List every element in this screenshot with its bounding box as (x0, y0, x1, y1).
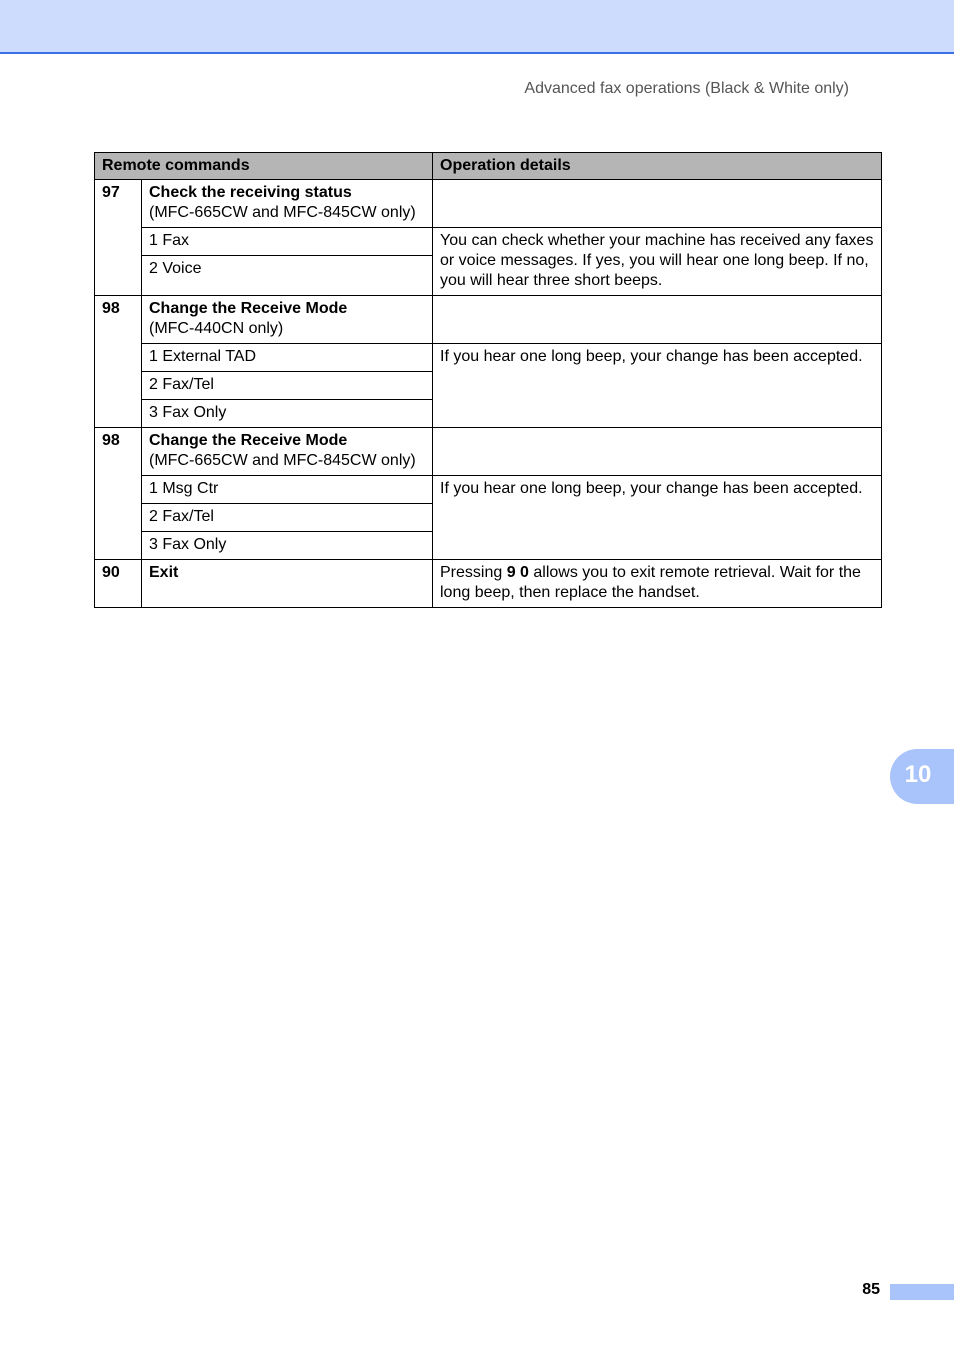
option-cell: 2 Voice (142, 256, 433, 296)
command-note: (MFC-440CN only) (149, 320, 284, 337)
option-cell: 3 Fax Only (142, 532, 433, 560)
operation-detail: You can check whether your machine has received any faxes or voice messages. If yes, you will hear one long beep. If no, you will hear three short beeps. (433, 228, 882, 296)
option-cell: 2 Fax/Tel (142, 372, 433, 400)
command-title: Exit (142, 560, 433, 608)
running-header: Advanced fax operations (Black & White only) (524, 80, 849, 97)
table-row (95, 296, 882, 344)
table-header-row (95, 153, 882, 180)
operation-detail (433, 560, 882, 608)
detail-prefix: Pressing (440, 564, 507, 581)
empty-detail-cell (433, 180, 882, 228)
command-note: (MFC-665CW and MFC-845CW only) (149, 204, 416, 221)
key-sequence: 9 0 (506, 564, 529, 581)
option-cell: 1 Msg Ctr (142, 476, 433, 504)
empty-detail-cell (433, 428, 882, 476)
detail-suffix: allows you to exit remote retrieval. Wait for the long beep, then replace the handset. (440, 564, 861, 601)
table-row (95, 180, 882, 228)
page-number-bar (890, 1284, 954, 1300)
table-row (95, 476, 882, 504)
option-cell: 1 Fax (142, 228, 433, 256)
command-title: Change the Receive Mode (149, 432, 348, 449)
option-cell: 3 Fax Only (142, 400, 433, 428)
chapter-number: 10 (904, 761, 932, 788)
empty-detail-cell (433, 296, 882, 344)
command-code: 97 (95, 180, 142, 296)
table-row (95, 344, 882, 372)
page-header-band (0, 0, 954, 54)
command-code: 98 (95, 428, 142, 560)
column-header-operation-details: Operation details (433, 153, 882, 180)
page-number: 85 (862, 1281, 880, 1298)
option-cell: 2 Fax/Tel (142, 504, 433, 532)
command-cell (142, 180, 433, 228)
chapter-tab (890, 749, 954, 804)
command-code: 90 (95, 560, 142, 608)
table-row (95, 228, 882, 256)
option-cell: 1 External TAD (142, 344, 433, 372)
table-row (95, 560, 882, 608)
remote-commands-table (94, 152, 882, 608)
operation-detail: If you hear one long beep, your change has been accepted. (433, 344, 882, 428)
command-title: Change the Receive Mode (149, 300, 348, 317)
command-note: (MFC-665CW and MFC-845CW only) (149, 452, 416, 469)
command-cell (142, 296, 433, 344)
column-header-remote-commands: Remote commands (95, 153, 433, 180)
table-row (95, 428, 882, 476)
command-title: Check the receiving status (149, 184, 352, 201)
command-cell (142, 428, 433, 476)
operation-detail: If you hear one long beep, your change has been accepted. (433, 476, 882, 560)
command-code: 98 (95, 296, 142, 428)
